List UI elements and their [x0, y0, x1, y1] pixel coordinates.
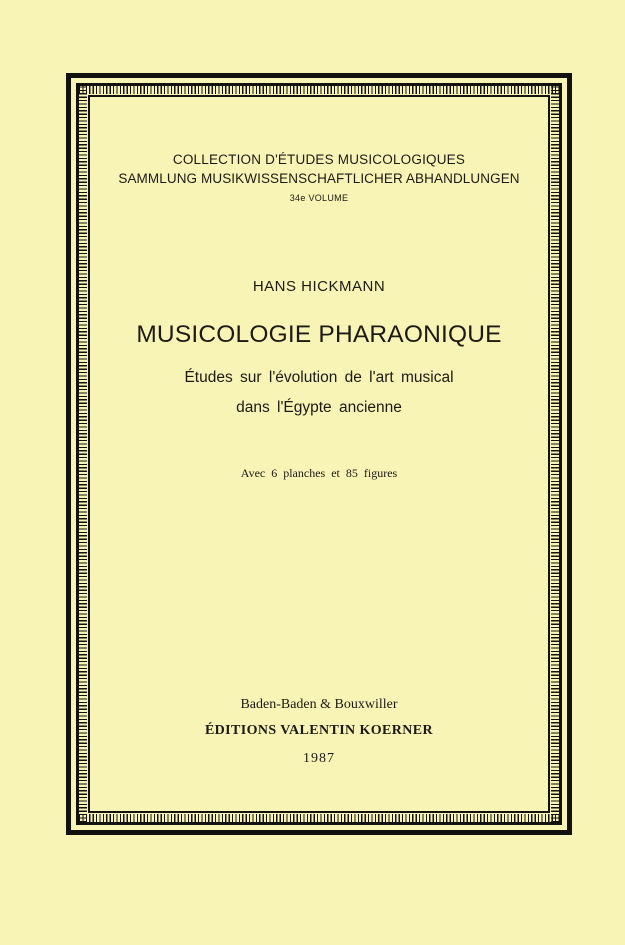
volume-number: 34e VOLUME — [289, 193, 349, 203]
series-title-german: SAMMLUNG MUSIKWISSENSCHAFTLICHER ABHANDLUNGEN — [118, 171, 520, 186]
title-page-panel — [88, 95, 550, 813]
publication-place: Baden-Baden & Bouxwiller — [240, 697, 398, 712]
author-name: HANS HICKMANN — [252, 278, 386, 295]
illustrations-note: Avec 6 planches et 85 figures — [240, 466, 398, 480]
publisher-name: ÉDITIONS VALENTIN KOERNER — [204, 723, 434, 738]
book-title: MUSICOLOGIE PHARAONIQUE — [136, 321, 502, 348]
cover-frame — [66, 73, 572, 835]
hatched-border — [76, 83, 562, 825]
subtitle-line-1: Études sur l'évolution de l'art musical — [184, 369, 454, 386]
series-title-french: COLLECTION D'ÉTUDES MUSICOLOGIQUES — [172, 152, 466, 167]
subtitle-line-2: dans l'Égypte ancienne — [236, 399, 402, 416]
publication-year: 1987 — [303, 751, 335, 766]
